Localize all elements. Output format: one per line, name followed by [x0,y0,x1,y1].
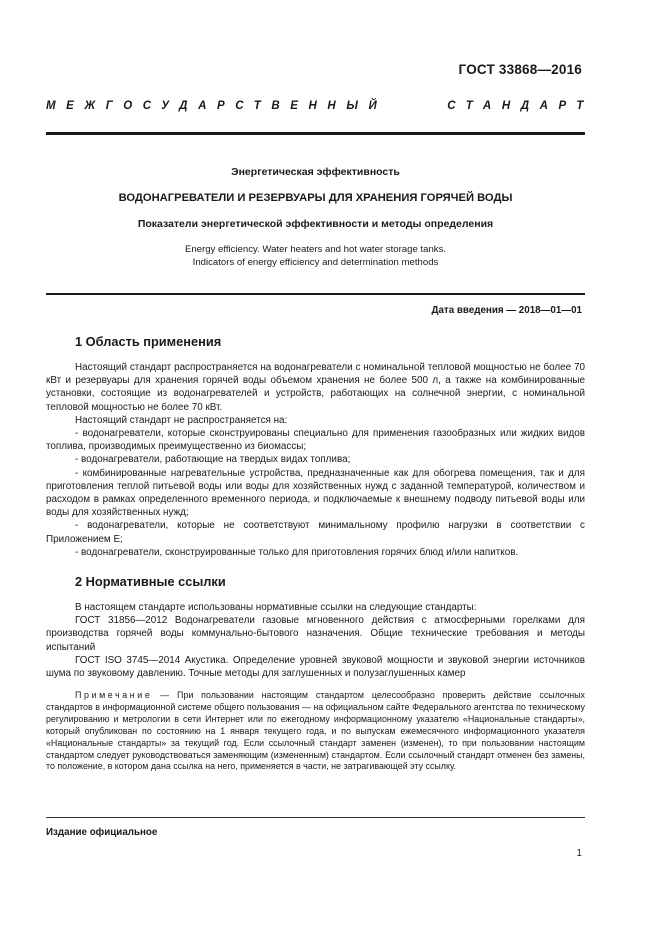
document-subtitle: Показатели энергетической эффективности и методы определения [137,218,494,230]
footer-divider [46,817,585,818]
list-item: - водонагреватели, которые не соответствуют минимальному профилю нагрузки в соответствии с Приложением Е; [46,520,585,545]
title-category: Энергетическая эффективность [231,166,400,178]
section-body-references [46,601,585,680]
page-number: 1 [576,848,582,859]
reference-item: ГОСТ ISO 3745—2014 Акустика. Определение уровней звуковой мощности и звуковой энергии источников шума по звуковому давлению. Точные методы для заглушенных и полузаглушенных камер [46,654,585,680]
note-label: Примечание [75,690,153,700]
note-block [46,690,585,773]
note-paragraph [46,690,585,773]
official-edition-label: Издание официальное [46,827,158,838]
paragraph: В настоящем стандарте использованы нормативные ссылки на следующие стандарты: [75,602,477,613]
gost-number: ГОСТ 33868—2016 [458,62,582,77]
reference-item: ГОСТ 31856—2012 Водонагреватели газовые мгновенного действия с атмосферными горелками для производства горячей воды коммунально-бытового назначения. Общие технические требования и методы испытаний [46,615,585,653]
interstate-word: МЕЖГОСУДАРСТВЕННЫЙ [46,100,388,112]
paragraph: Настоящий стандарт не распространяется на: [75,414,288,426]
list-item: - комбинированные нагревательные устройства, предназначенные как для обогрева помещения, так и для приготовления теплой питьевой воды или воды для хозяйственных нужд с заданной температурой, количеством и расходом в рамках определенного временного периода, и подключаемые к внешнему подводу питьевой воды или воды для хозяйственных нужд; [46,467,585,519]
list-item: - водонагреватели, сконструированные только для приготовления горячих блюд и/или напитков. [75,546,519,558]
english-title-line: Energy efficiency. Water heaters and hot water storage tanks. [184,244,447,255]
section-heading-scope: 1 Область применения [75,334,222,349]
document-title: ВОДОНАГРЕВАТЕЛИ И РЕЗЕРВУАРЫ ДЛЯ ХРАНЕНИЯ ГОРЯЧЕЙ ВОДЫ [118,192,513,204]
section-heading-references: 2 Нормативные ссылки [75,574,226,589]
standard-word: СТАНДАРТ [447,100,594,112]
title-divider [46,293,585,295]
header-divider [46,132,585,135]
introduction-date: Дата введения — 2018—01—01 [431,305,582,316]
note-text: — При пользовании настоящим стандартом целесообразно проверить действие ссылочных стандартов в информационной системе общего пользования — на официальном сайте Федерального агентства по техническому регулированию и метрологии в сети Интернет или по ежегодному информационному указателю «Национальные стандарты», который опубликован по состоянию на 1 января текущего года, и по выпускам ежемесячного информационного указателя «Национальные стандарты» за текущий год. Если ссылочный стандарт заменен (изменен), то при пользовании настоящим стандартом следует руководствоваться заменяющим (измененным) стандартом. Если ссылочный стандарт отменен без замены, то положение, в котором дана ссылка на него, применяется в части, не затрагивающей эту ссылку. [46,690,585,772]
english-title [46,243,585,269]
section-body-scope [46,361,585,559]
list-item: - водонагреватели, работающие на твердых видах топлива; [75,454,351,466]
paragraph: Настоящий стандарт распространяется на водонагреватели с номинальной тепловой мощностью не более 70 кВт и резервуары для хранения горячей воды объемом хранения не более 500 л, а также на комбинированные установки, состоящие из водонагревателей и устройств, работающих на солнечной энергии, с номинальной тепловой мощностью не более 70 кВт. [46,362,585,413]
english-title-line: Indicators of energy efficiency and determination methods [192,257,439,268]
list-item: - водонагреватели, которые сконструированы специально для применения газообразных или жидких видов топлива, производимых преимущественно из биомассы; [46,428,585,453]
